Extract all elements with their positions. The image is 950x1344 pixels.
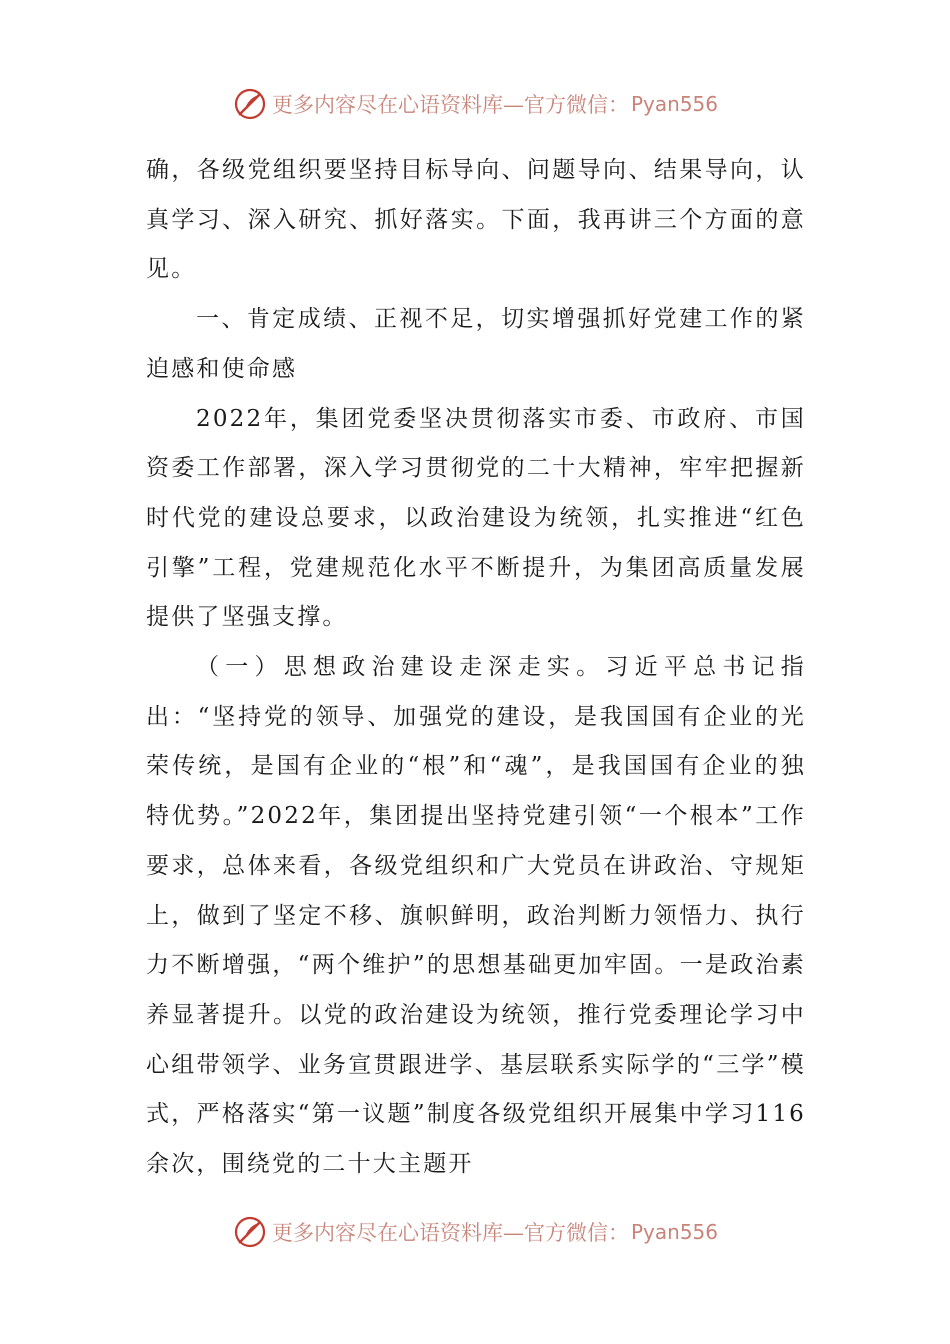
paragraph-continuation: 确，各级党组织要坚持目标导向、问题导向、结果导向，认真学习、深入研究、抓好落实。下面，我再讲三个方面的意见。 [146, 157, 806, 283]
watermark-wechat-id: Pyan556 [630, 92, 718, 116]
header-watermark [0, 84, 950, 124]
watermark-text: 更多内容尽在心语资料库—官方微信： [271, 93, 629, 117]
quill-logo-icon [232, 86, 268, 122]
watermark-text: 更多内容尽在心语资料库—官方微信： [271, 1221, 629, 1245]
footer-watermark [0, 1212, 950, 1252]
section-heading: 一、肯定成绩、正视不足，切实增强抓好党建工作的紧迫感和使命感 [146, 306, 806, 382]
quill-logo-icon [232, 1214, 268, 1250]
watermark-wechat-id: Pyan556 [630, 1220, 718, 1244]
document-body [146, 146, 806, 1190]
paragraph-ideological-building: （一）思想政治建设走深走实。习近平总书记指出：“坚持党的领导、加强党的建设，是我国国有企业的光荣传统，是国有企业的“根”和“魂”，是我国国有企业的独特优势。”2022年，集团提出坚持党建引领“一个根本”工作要求，总体来看，各级党组织和广大党员在讲政治、守规矩上，做到了坚定不移、旗帜鲜明，政治判断力领悟力、执行力不断增强，“两个维护”的思想基础更加牢固。一是政治素养显著提升。以党的政治建设为统领，推行党委理论学习中心组带领学、业务宣贯跟进学、基层联系实际学的“三学”模式，严格落实“第一议题”制度各级党组织开展集中学习116余次，围绕党的二十大主题开 [146, 654, 806, 1178]
paragraph-2022-summary: 2022年，集团党委坚决贯彻落实市委、市政府、市国资委工作部署，深入学习贯彻党的二十大精神，牢牢把握新时代党的建设总要求，以政治建设为统领，扎实推进“红色引擎”工程，党建规范化水平不断提升，为集团高质量发展提供了坚强支撑。 [146, 405, 806, 631]
